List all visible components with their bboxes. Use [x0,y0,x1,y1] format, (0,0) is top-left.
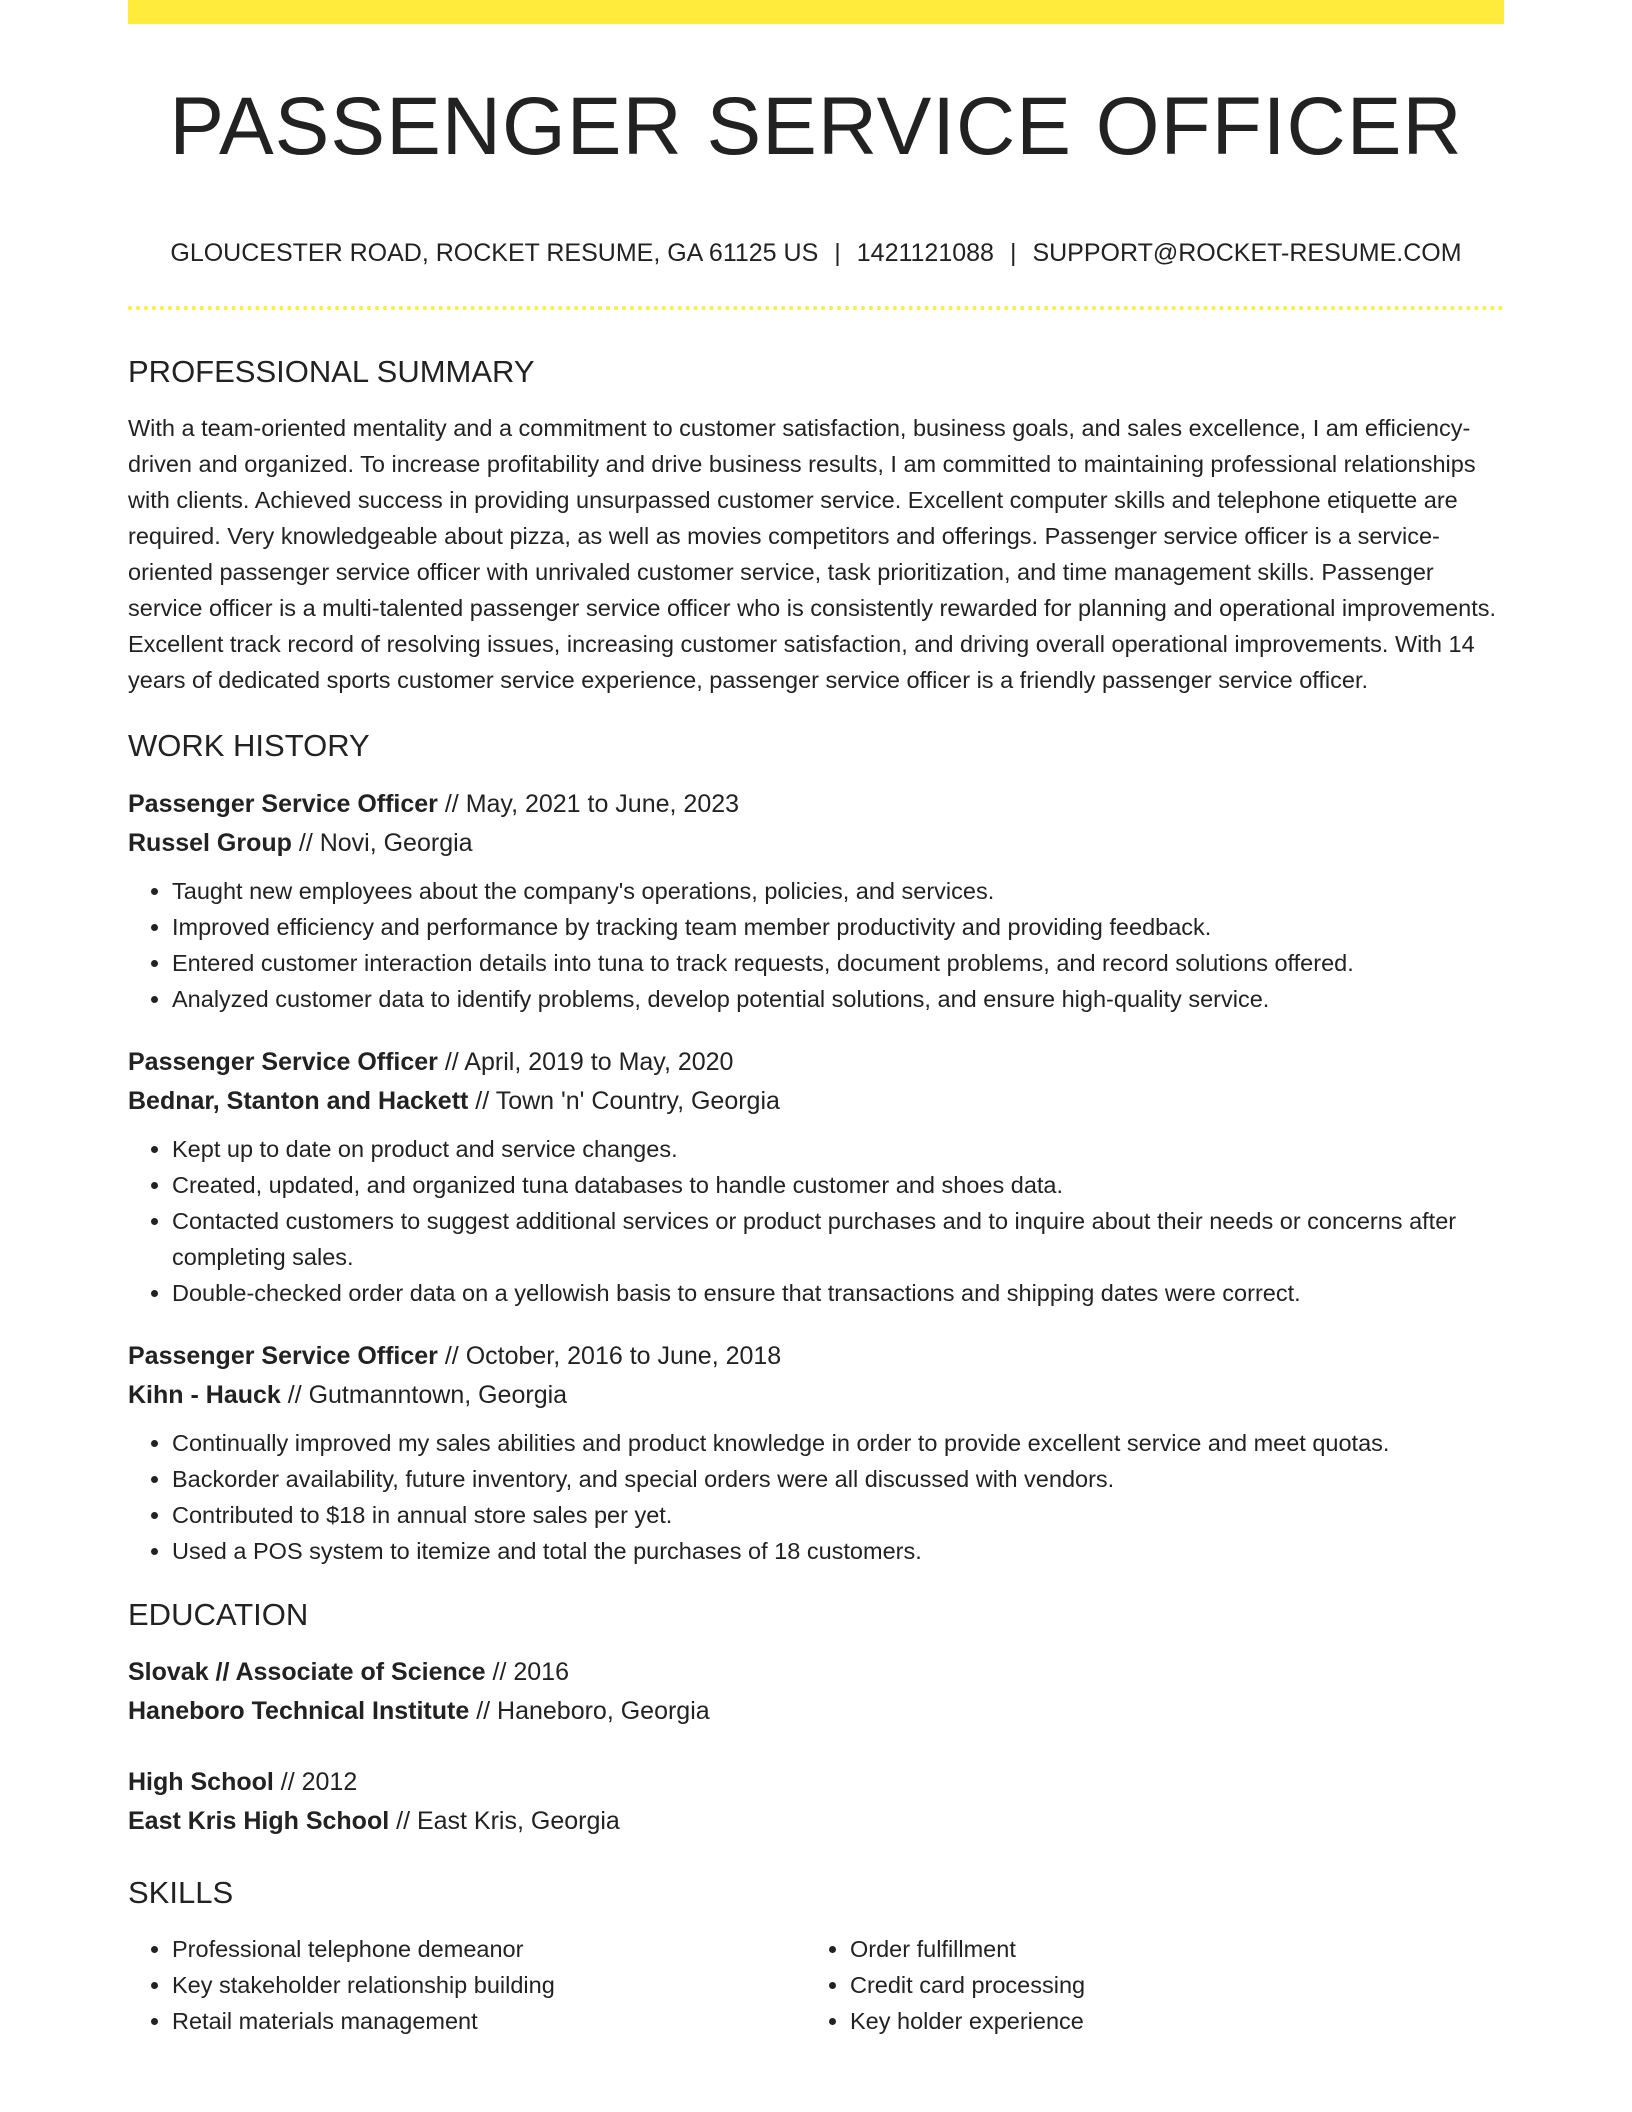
skill-item: • Order fulfillment [850,1931,1484,1967]
accent-top-bar [128,0,1504,24]
list-item: • Contacted customers to suggest additional services or product purchases and to inquire about their needs or concerns after completing sales. [172,1203,1504,1275]
contact-address: GLOUCESTER ROAD, ROCKET RESUME, GA 61125 US [170,239,819,267]
job-duties-list [128,1131,1504,1311]
job-title-line [128,1043,1504,1082]
skill-item: • Professional telephone demeanor [172,1931,806,1967]
job-dates: // April, 2019 to May, 2020 [437,1047,734,1076]
skills-list-left [128,1931,806,2039]
job-entry [128,785,1504,1017]
job-location: // Town 'n' Country, Georgia [468,1086,780,1115]
job-company-line [128,1082,1504,1121]
job-role: Passenger Service Officer [128,789,438,818]
list-item: • Contributed to $18 in annual store sales per yet. [172,1497,1504,1533]
education-year: // 2016 [485,1657,569,1686]
list-item: • Kept up to date on product and service changes. [172,1131,1504,1167]
summary-section [128,352,1504,698]
skills-list-right [806,1931,1484,2039]
education-location: // East Kris, Georgia [389,1806,620,1835]
education-entry [128,1763,1504,1841]
education-degree-line [128,1653,1504,1692]
contact-phone: 1421121088 [856,239,994,267]
job-role: Passenger Service Officer [128,1341,438,1370]
list-item: • Backorder availability, future inventory, and special orders were all discussed with vendors. [172,1461,1504,1497]
education-year: // 2012 [273,1767,358,1796]
education-degree-line [128,1763,1504,1802]
list-item: • Analyzed customer data to identify problems, develop potential solutions, and ensure high-quality service. [172,981,1504,1017]
job-company-line [128,1376,1504,1415]
list-item: • Taught new employees about the company's operations, policies, and services. [172,873,1504,909]
skills-section [128,1873,1504,2039]
job-company: Kihn - Hauck [128,1380,281,1409]
education-degree: High School [128,1767,274,1796]
section-title-education: EDUCATION [128,1596,309,1632]
education-school: Haneboro Technical Institute [128,1696,470,1725]
job-duties-list [128,873,1504,1017]
section-title-work-history: WORK HISTORY [128,728,370,764]
job-entry [128,1337,1504,1569]
education-degree: Slovak // Associate of Science [128,1657,486,1686]
job-role: Passenger Service Officer [128,1047,438,1076]
header-divider [128,306,1504,310]
job-duties-list [128,1425,1504,1569]
list-item: • Entered customer interaction details into tuna to track requests, document problems, and record solutions offered. [172,945,1504,981]
skill-item: • Key stakeholder relationship building [172,1967,806,2003]
skills-columns [128,1931,1504,2039]
section-title-summary: PROFESSIONAL SUMMARY [128,354,535,389]
contact-email[interactable]: SUPPORT@ROCKET-RESUME.COM [1032,239,1462,267]
contact-separator: | [834,239,841,267]
work-history-section [128,726,1504,1568]
skill-item: • Key holder experience [850,2003,1484,2039]
section-title-skills: SKILLS [128,1874,234,1910]
job-dates: // May, 2021 to June, 2023 [437,789,740,818]
job-location: // Gutmanntown, Georgia [280,1380,568,1409]
education-location: // Haneboro, Georgia [469,1696,710,1725]
job-dates: // October, 2016 to June, 2018 [437,1341,782,1370]
job-company-line [128,824,1504,863]
skill-item: • Retail materials management [172,2003,806,2039]
list-item: • Improved efficiency and performance by tracking team member productivity and providing feedback. [172,909,1504,945]
resume-name-heading: PASSENGER SERVICE OFFICER [169,81,1463,172]
job-title-line [128,785,1504,824]
list-item: • Double-checked order data on a yellowish basis to ensure that transactions and shipping dates were correct. [172,1275,1504,1311]
education-school: East Kris High School [128,1806,390,1835]
job-title-line [128,1337,1504,1376]
job-company: Russel Group [128,828,292,857]
resume-page [128,0,1504,2112]
job-company: Bednar, Stanton and Hackett [128,1086,469,1115]
list-item: • Used a POS system to itemize and total the purchases of 18 customers. [172,1533,1504,1569]
education-section [128,1595,1504,1841]
list-item: • Continually improved my sales abilities and product knowledge in order to provide excellent service and meet quotas. [172,1425,1504,1461]
job-location: // Novi, Georgia [291,828,473,857]
education-entry [128,1653,1504,1731]
contact-line [128,238,1504,268]
list-item: • Created, updated, and organized tuna databases to handle customer and shoes data. [172,1167,1504,1203]
skill-item: • Credit card processing [850,1967,1484,2003]
summary-text: With a team-oriented mentality and a commitment to customer satisfaction, business goals, and sales excellence, I am efficiency-driven and organized. To increase profitability and drive business results, I am committed to maintaining professional relationships with clients. Achieved success in providing unsurpassed customer service. Excellent computer skills and telephone etiquette are required. Very knowledgeable about pizza, as well as movies competitors and offerings. Passenger service officer is a service-oriented passenger service officer with unrivaled customer service, task prioritization, and time management skills. Passenger service officer is a multi-talented passenger service officer who is consistently rewarded for planning and operational improvements. Excellent track record of resolving issues, increasing customer satisfaction, and driving overall operational improvements. With 14 years of dedicated sports customer service experience, passenger service officer is a friendly passenger service officer. [128,415,1497,694]
education-school-line [128,1692,1504,1731]
contact-separator: | [1009,239,1017,267]
resume-content [128,352,1504,2039]
job-entry [128,1043,1504,1311]
education-school-line [128,1802,1504,1841]
